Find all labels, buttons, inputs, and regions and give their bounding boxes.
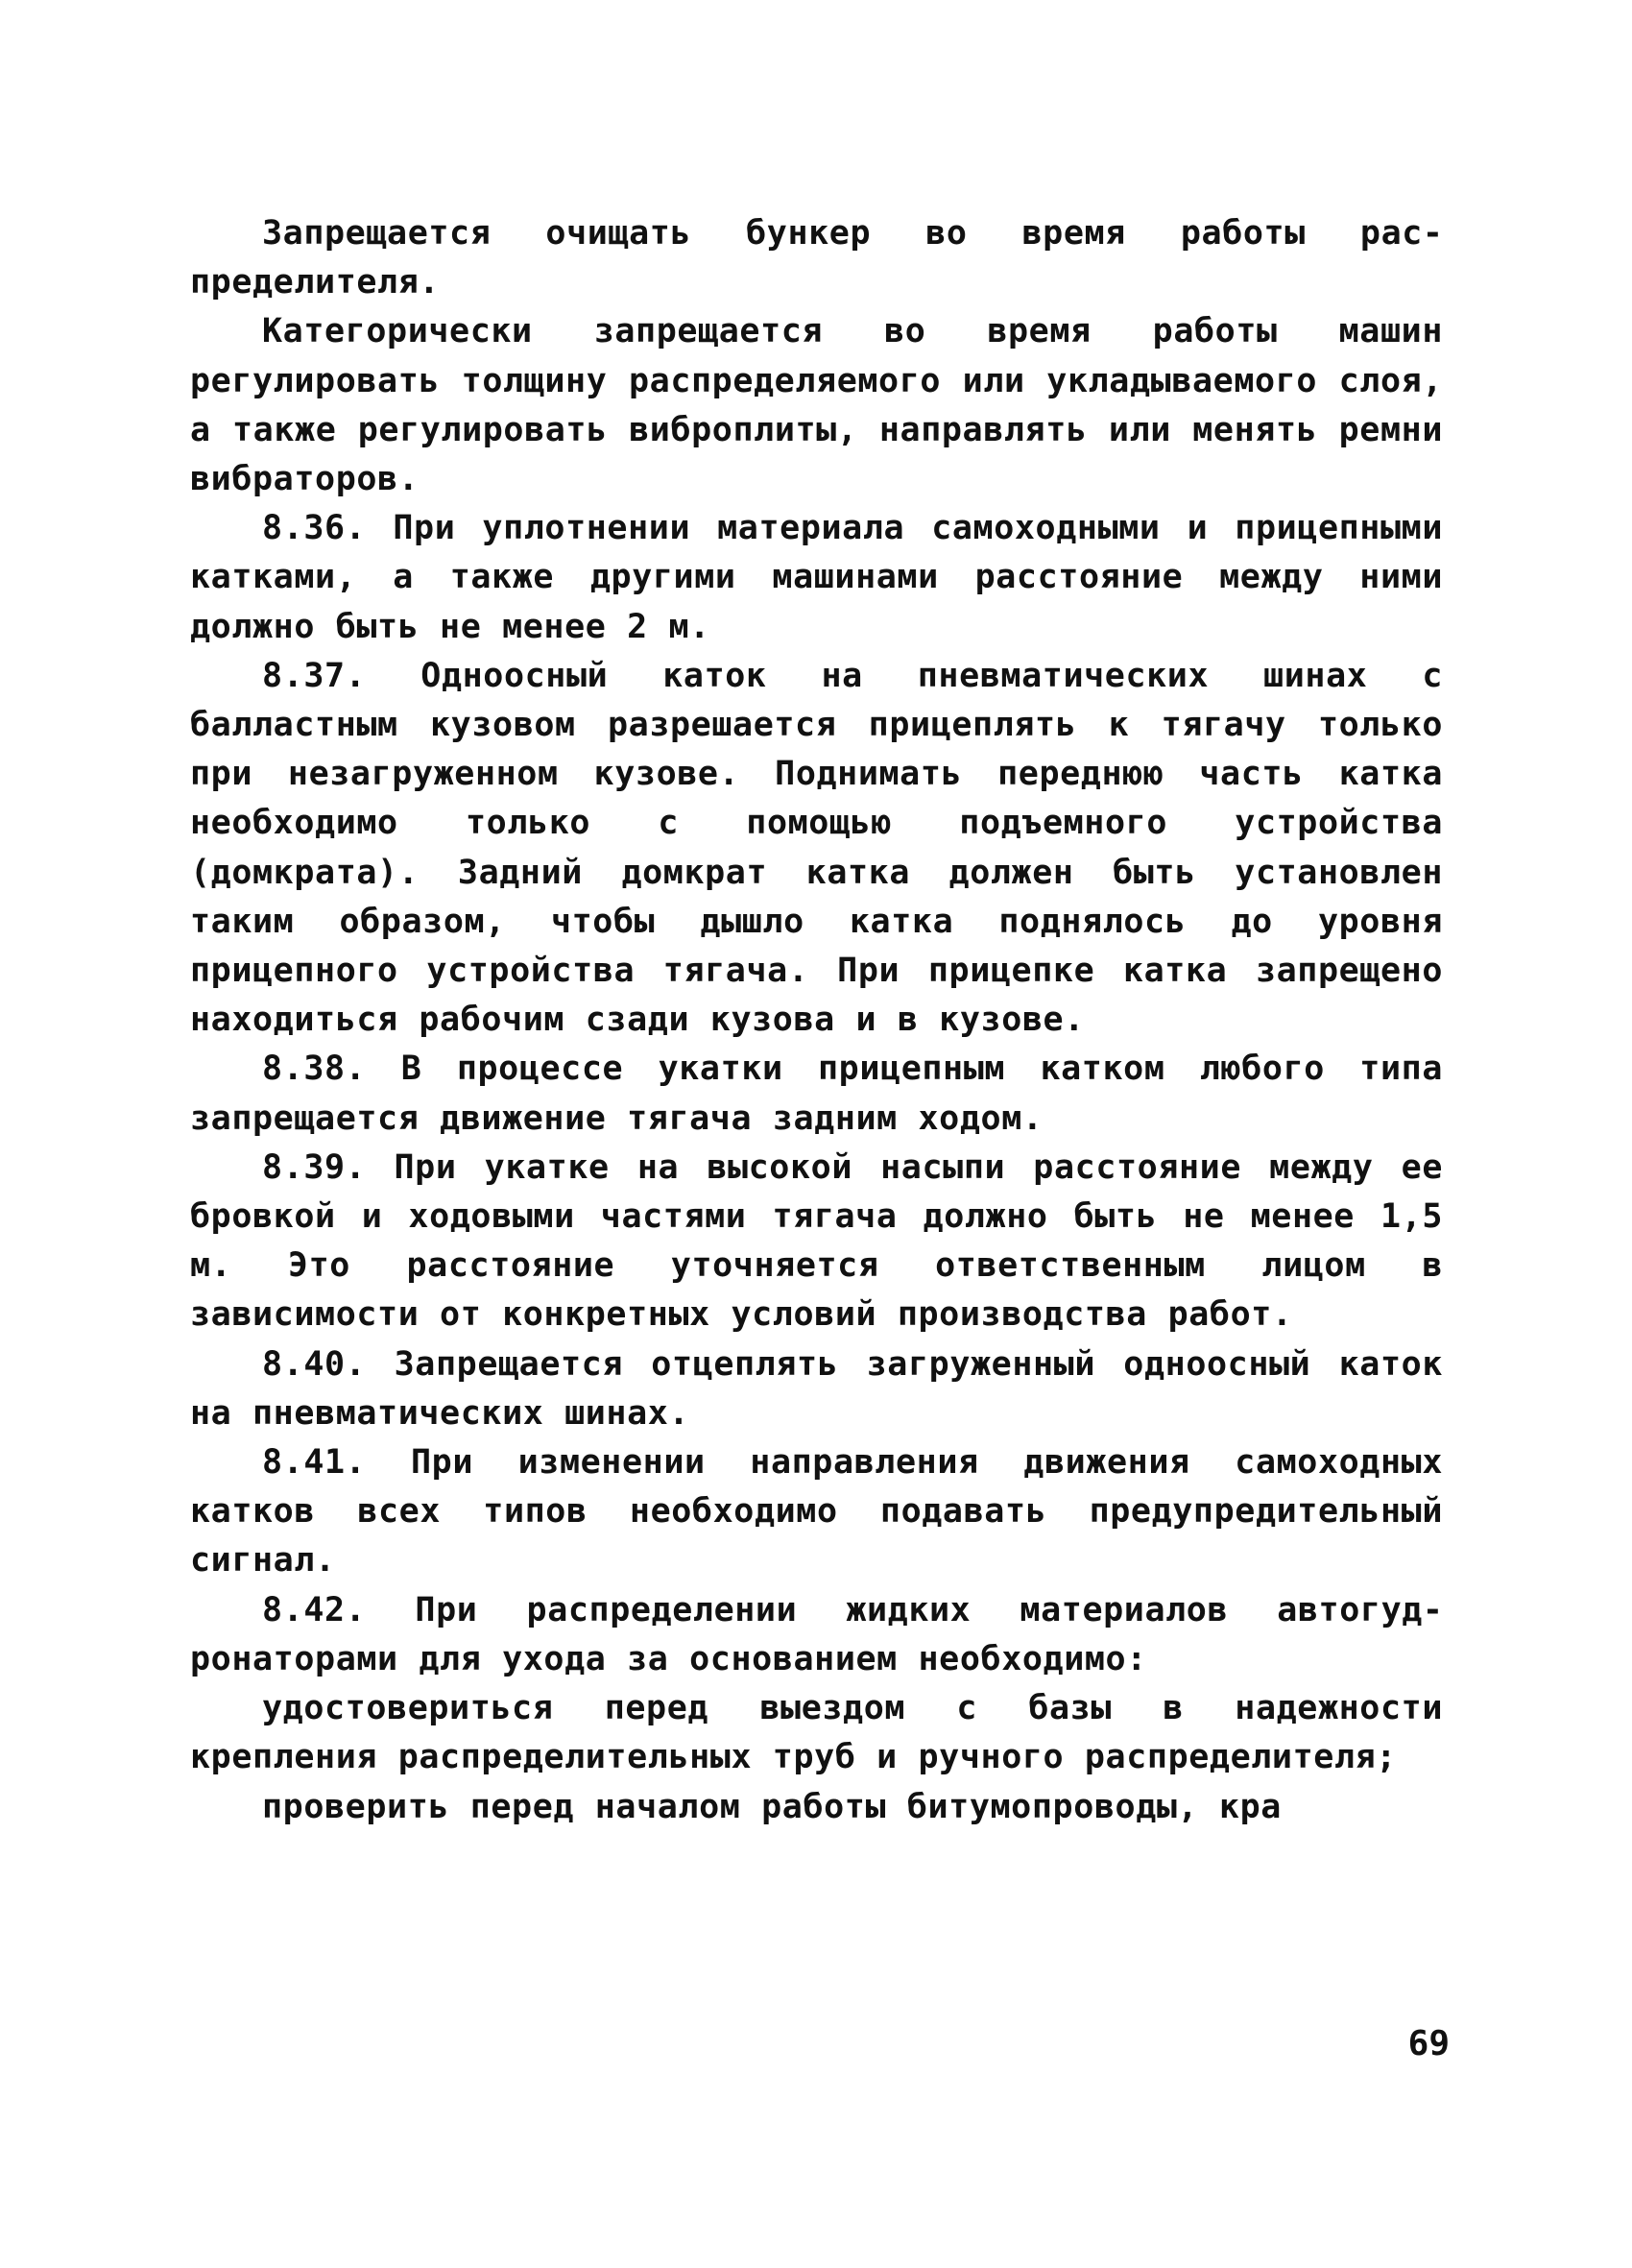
paragraph-check-bitumen-lines: проверить перед началом работы битумопроводы, кра <box>262 1787 1282 1826</box>
paragraph-8-37: 8.37. Одноосный каток на пневматических шинах с балластным кузовом разрешается прицеплять к тягачу только при незагруженном кузове. Поднимать переднюю часть катка необходимо только с помощью подъемного устройства (домкрата). Задний домкрат катка должен быть установлен таким образом, чтобы дышло катка поднялось до уровня прицепного устройства тягача. При прицепке катка запрещено находиться рабочим сзади кузова и в кузове. <box>190 656 1443 1040</box>
paragraph-8-42: 8.42. При распределении жидких материалов автогудронаторами для ухода за основанием необходимо: <box>190 1590 1443 1678</box>
paragraph-8-40: 8.40. Запрещается отцеплять загруженный одноосный каток на пневматических шинах. <box>190 1344 1443 1433</box>
paragraph-8-36: 8.36. При уплотнении материала самоходными и прицепными катками, а также другими машинами расстояние между ними должно быть не менее 2 м. <box>190 509 1443 646</box>
paragraph-verify-pipes: удостовериться перед выездом с базы в надежности крепления распределительных труб и ручного распределителя; <box>190 1689 1443 1777</box>
paragraph-8-41: 8.41. При изменении направления движения самоходных катков всех типов необходимо подавать предупредительный сигнал. <box>190 1443 1443 1580</box>
paragraph-8-39: 8.39. При укатке на высокой насыпи расстояние между ее бровкой и ходовыми частями тягача должно быть не менее 1,5 м. Это расстояние уточняется ответственным лицом в зависимости от конкретных условий производства работ. <box>190 1147 1443 1335</box>
page-number: 69 <box>1407 2024 1450 2063</box>
paragraph-adjustment-prohibition: Категорически запрещается во время работы машин регулировать толщину распределяемого или укладываемого слоя, а также регулировать виброплиты, направлять или менять ремни вибраторов. <box>190 312 1443 499</box>
paragraph-bunker-cleaning: Запрещается очищать бункер во время работы распределителя. <box>190 214 1443 302</box>
body-text <box>190 209 1443 1832</box>
paragraph-8-38: 8.38. В процессе укатки прицепным катком любого типа запрещается движение тягача задним ходом. <box>190 1050 1443 1138</box>
